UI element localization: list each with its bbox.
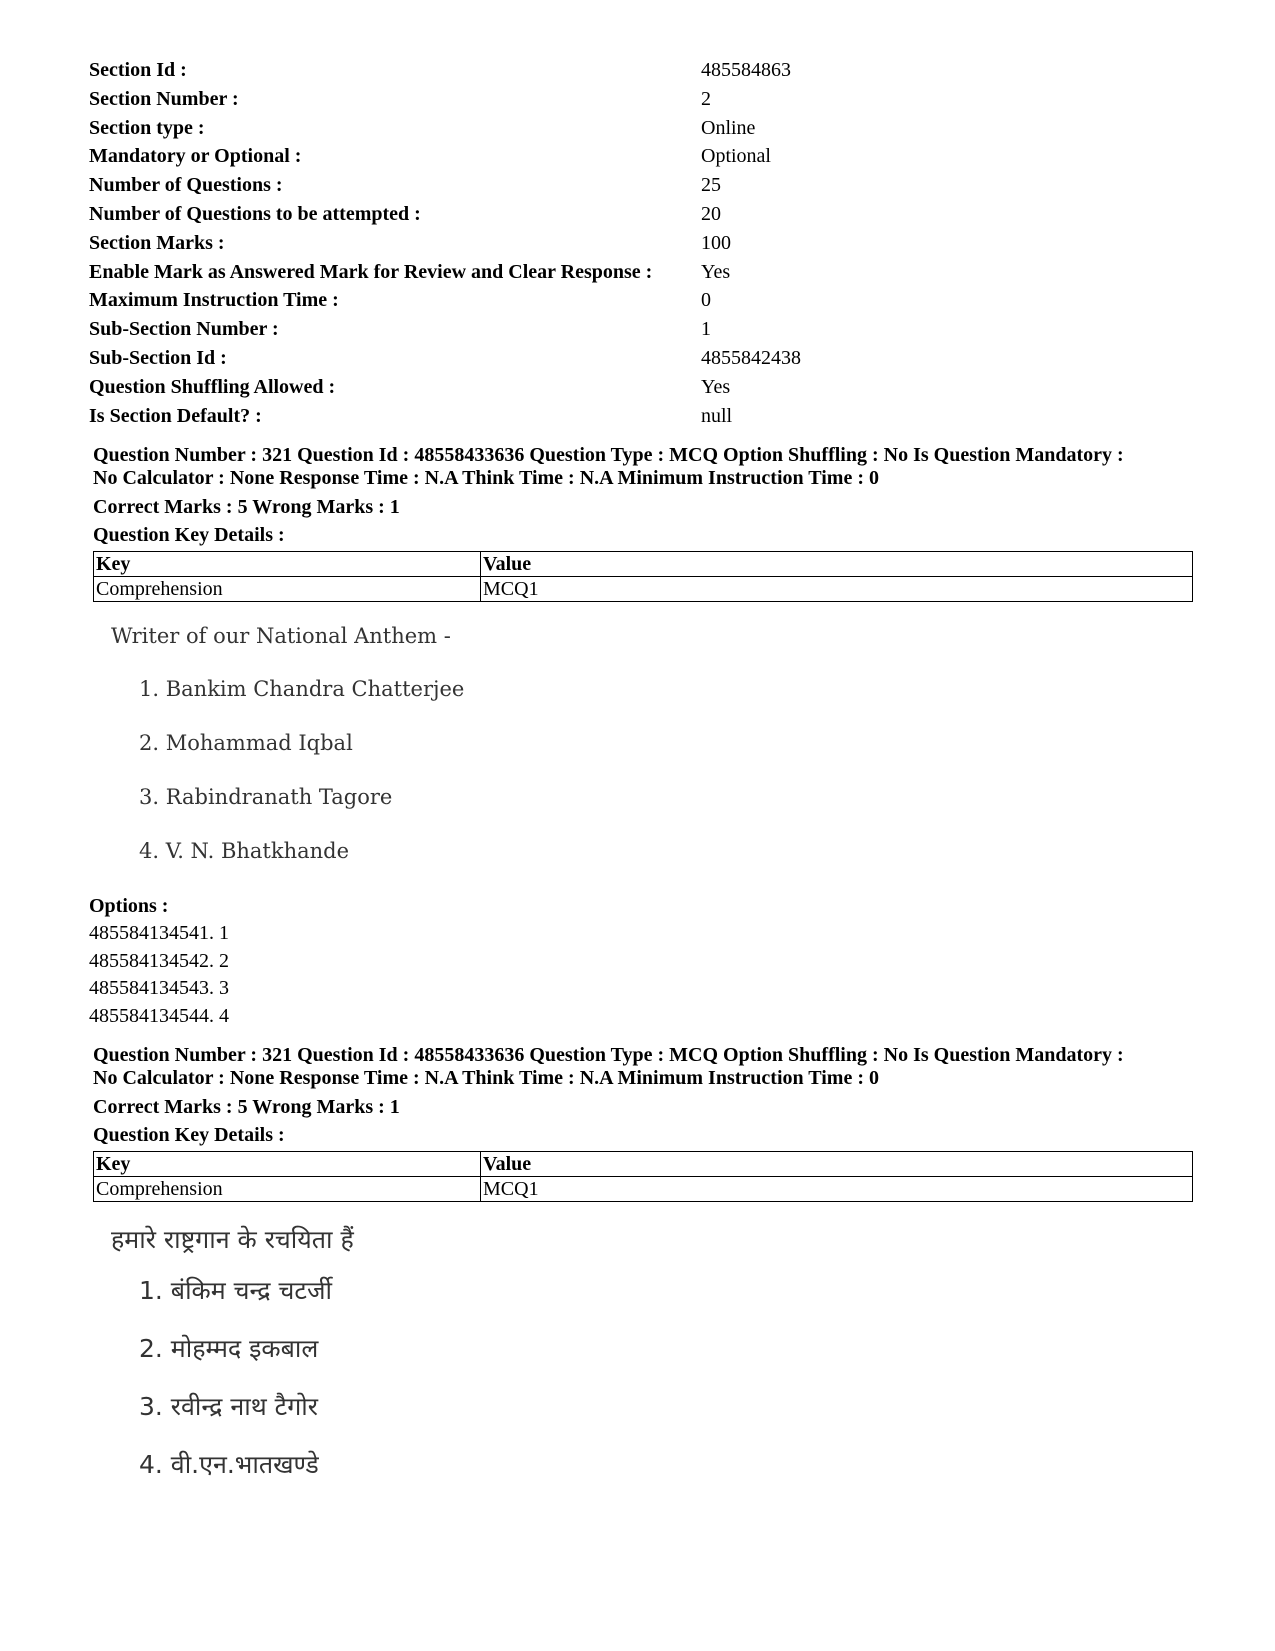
section-value: Yes bbox=[701, 375, 731, 398]
section-value: 20 bbox=[701, 202, 721, 225]
section-key: Sub-Section Number : bbox=[89, 318, 279, 341]
section-row bbox=[89, 200, 1189, 229]
section-row bbox=[89, 373, 1189, 402]
table-header-value: Value bbox=[481, 1152, 1193, 1177]
section-value: 100 bbox=[701, 231, 731, 254]
option-text: 2. Mohammad Iqbal bbox=[139, 731, 353, 755]
table-cell-value: MCQ1 bbox=[481, 1177, 1193, 1202]
option-text: 4. V. N. Bhatkhande bbox=[139, 839, 350, 863]
section-value: 1 bbox=[701, 318, 711, 341]
section-row bbox=[89, 286, 1189, 315]
section-key: Mandatory or Optional : bbox=[89, 145, 302, 168]
question-key-table bbox=[93, 551, 1193, 602]
section-value: 4855842438 bbox=[701, 346, 801, 369]
question-key-details-label: Question Key Details : bbox=[93, 524, 285, 546]
section-row bbox=[89, 171, 1189, 200]
question-image-hindi bbox=[93, 1222, 1193, 1494]
option-text: 3. रवीन्द्र नाथ टैगोर bbox=[139, 1392, 318, 1421]
section-row bbox=[89, 85, 1189, 114]
table-header-row bbox=[94, 552, 1193, 577]
question-header-line1: Question Number : 321 Question Id : 48558433636 Question Type : MCQ Option Shuffling : No Is Question Mandatory : bbox=[93, 444, 1124, 466]
table-header-key: Key bbox=[94, 1152, 481, 1177]
question-marks: Correct Marks : 5 Wrong Marks : 1 bbox=[93, 1096, 400, 1118]
section-key: Number of Questions to be attempted : bbox=[89, 202, 421, 225]
option-text: 1. Bankim Chandra Chatterjee bbox=[139, 677, 465, 701]
section-key: Maximum Instruction Time : bbox=[89, 289, 339, 312]
section-details bbox=[89, 56, 1189, 430]
section-key: Section Number : bbox=[89, 87, 239, 110]
section-value: Yes bbox=[701, 260, 731, 283]
section-value: 485584863 bbox=[701, 59, 791, 81]
section-value: 0 bbox=[701, 289, 711, 312]
section-row bbox=[89, 344, 1189, 373]
table-cell-key: Comprehension bbox=[94, 1177, 481, 1202]
section-value: 2 bbox=[701, 87, 711, 110]
options-label: Options : bbox=[89, 895, 169, 917]
table-header-value: Value bbox=[481, 552, 1193, 577]
option-text: 1. बंकिम चन्द्र चटर्जी bbox=[139, 1276, 332, 1305]
section-value: Online bbox=[701, 116, 756, 139]
option-id: 485584134541. 1 bbox=[89, 922, 229, 944]
section-row bbox=[89, 315, 1189, 344]
table-header-row bbox=[94, 1152, 1193, 1177]
section-row bbox=[89, 402, 1189, 431]
section-key: Question Shuffling Allowed : bbox=[89, 375, 336, 398]
section-key: Is Section Default? : bbox=[89, 404, 262, 427]
section-key: Number of Questions : bbox=[89, 174, 283, 197]
option-text: 2. मोहम्मद इकबाल bbox=[139, 1334, 319, 1363]
question-key-details-label: Question Key Details : bbox=[93, 1124, 285, 1146]
section-row bbox=[89, 142, 1189, 171]
section-row bbox=[89, 114, 1189, 143]
section-value: 25 bbox=[701, 174, 721, 197]
question-block-hindi bbox=[93, 1044, 1193, 1494]
question-text: Writer of our National Anthem - bbox=[111, 624, 451, 648]
section-key: Section type : bbox=[89, 116, 205, 139]
option-id: 485584134544. 4 bbox=[89, 1004, 229, 1027]
section-row bbox=[89, 56, 1189, 85]
table-cell-value: MCQ1 bbox=[481, 577, 1193, 602]
table-row bbox=[94, 1177, 1193, 1202]
option-id: 485584134542. 2 bbox=[89, 949, 229, 972]
option-id: 485584134543. 3 bbox=[89, 977, 229, 999]
table-header-key: Key bbox=[94, 552, 481, 577]
option-text: 4. वी.एन.भातखण्डे bbox=[139, 1450, 319, 1479]
question-header-line1: Question Number : 321 Question Id : 48558433636 Question Type : MCQ Option Shuffling : No Is Question Mandatory : bbox=[93, 1044, 1124, 1066]
section-key: Section Marks : bbox=[89, 231, 225, 254]
section-row bbox=[89, 229, 1189, 258]
question-key-table bbox=[93, 1151, 1193, 1202]
section-row bbox=[89, 258, 1189, 287]
question-block-english bbox=[89, 444, 1193, 1030]
question-marks: Correct Marks : 5 Wrong Marks : 1 bbox=[93, 496, 400, 518]
section-value: Optional bbox=[701, 145, 771, 168]
table-row bbox=[94, 577, 1193, 602]
question-header-line2: No Calculator : None Response Time : N.A Think Time : N.A Minimum Instruction Time : 0 bbox=[93, 467, 879, 489]
question-text: हमारे राष्ट्रगान के रचयिता हैं bbox=[111, 1225, 354, 1254]
section-key: Sub-Section Id : bbox=[89, 346, 227, 369]
section-key: Section Id : bbox=[89, 59, 187, 81]
section-value: null bbox=[701, 404, 733, 427]
table-cell-key: Comprehension bbox=[94, 577, 481, 602]
section-key: Enable Mark as Answered Mark for Review and Clear Response : bbox=[89, 260, 653, 283]
question-image bbox=[93, 624, 1193, 878]
question-header-line2: No Calculator : None Response Time : N.A Think Time : N.A Minimum Instruction Time : 0 bbox=[93, 1067, 879, 1089]
option-text: 3. Rabindranath Tagore bbox=[139, 785, 393, 809]
